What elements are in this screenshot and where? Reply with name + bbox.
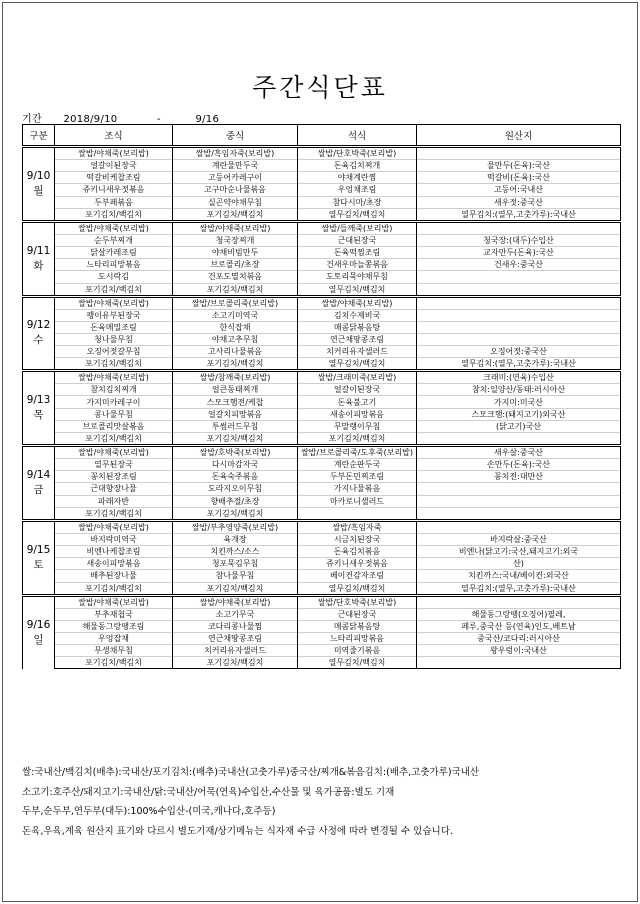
origin-cell: 떡갈비(돈육):국산 (417, 172, 621, 184)
menu-row (23, 507, 621, 520)
origin-cell: 바지락살:중국산 (417, 533, 621, 545)
dinner-cell: 열무김치/백김치 (298, 208, 417, 221)
menu-row (23, 346, 621, 358)
period-line (22, 110, 219, 125)
breakfast-cell: 쌀밥/야채죽(보리밥) (55, 371, 173, 384)
origin-cell (417, 309, 621, 321)
breakfast-cell: 쌀밥/야채죽(보리밥) (55, 147, 173, 160)
menu-row (23, 595, 621, 608)
period-dash: - (156, 114, 161, 125)
day-date: 9/12 (26, 319, 51, 332)
menu-row (23, 632, 621, 644)
lunch-cell: 육개장 (173, 533, 298, 545)
menu-row (23, 184, 621, 196)
breakfast-cell: 쌀밥/야채죽(보리밥) (55, 446, 173, 459)
breakfast-cell: 파래자반 (55, 495, 173, 507)
menu-row (23, 495, 621, 507)
lunch-cell: 고구마순나물볶음 (173, 184, 298, 196)
note-line: 돈육,우육,계육 원산지 표기와 다르시 별도기재/상기메뉴는 식자재 수급 사정에 따라 변경될 수 있습니다. (22, 825, 453, 837)
dinner-cell: 무말랭이무침 (298, 420, 417, 432)
menu-row (23, 208, 621, 221)
note-line: 두부,순두부,연두부(대두):100%수입산-(미국,캐나다,호주등) (22, 806, 276, 817)
menu-row (23, 420, 621, 432)
menu-row (23, 433, 621, 446)
breakfast-cell: 우엉잡채 (55, 632, 173, 644)
breakfast-cell: 가지미카레구이 (55, 396, 173, 408)
origin-cell (417, 147, 621, 160)
breakfast-cell: 떡갈비케찹조림 (55, 172, 173, 184)
lunch-cell: 청포묵김무침 (173, 558, 298, 570)
origin-cell (417, 657, 621, 669)
dinner-cell: 쌀밥/들깨죽(보리밥) (298, 221, 417, 234)
day-weekday: 금 (33, 483, 44, 496)
menu-row (23, 147, 621, 160)
lunch-cell: 포기김치/백김치 (173, 507, 298, 520)
lunch-cell: 얼갈치피망볶음 (173, 408, 298, 420)
day-cell (23, 221, 55, 296)
dinner-cell: 돈육김치볶음 (298, 545, 417, 557)
breakfast-cell: 콩나물무침 (55, 408, 173, 420)
day-weekday: 목 (33, 409, 44, 422)
menu-row (23, 371, 621, 384)
origin-cell: 손만두(돈육):국산 (417, 459, 621, 471)
dinner-cell: 열무김치/백김치 (298, 358, 417, 371)
dinner-cell: 쥬키니새우젓볶음 (298, 558, 417, 570)
dinner-cell: 쌀밥/크래미죽(보리밥) (298, 371, 417, 384)
breakfast-cell: 배추된장나물 (55, 570, 173, 582)
origin-cell (417, 271, 621, 283)
dinner-cell: 포기김치/백김치 (298, 433, 417, 446)
dinner-cell: 두부돈민찌조림 (298, 471, 417, 483)
breakfast-cell: 돈육메밀조림 (55, 321, 173, 333)
lunch-cell: 청국장찌개 (173, 234, 298, 246)
dinner-cell: 김치수제비국 (298, 309, 417, 321)
day-date: 9/16 (26, 618, 51, 631)
menu-row (23, 172, 621, 184)
dinner-cell: 매콤닭볶음탕 (298, 620, 417, 632)
origin-cell: 열무김치:(열무,고춧가루):국내산 (417, 582, 621, 595)
menu-row (23, 620, 621, 632)
lunch-cell: 고등어카레구이 (173, 172, 298, 184)
dinner-cell: 열무김치/백김치 (298, 283, 417, 296)
menu-row (23, 196, 621, 208)
breakfast-cell: 두부페볶음 (55, 196, 173, 208)
menu-row (23, 570, 621, 582)
lunch-cell: 한식잡채 (173, 321, 298, 333)
day-cell (23, 147, 55, 222)
origin-cell (417, 296, 621, 309)
lunch-cell: 연근채땅콩조림 (173, 632, 298, 644)
menu-row (23, 396, 621, 408)
lunch-cell: 포기김치/백김치 (173, 433, 298, 446)
dinner-cell: 매콤닭볶음탕 (298, 321, 417, 333)
origin-cell (417, 221, 621, 234)
origin-cell: 열무김치:(열무,고춧가루):국내산 (417, 358, 621, 371)
dinner-cell: 열무김치/백김치 (298, 657, 417, 669)
breakfast-cell: 꽁치된장조림 (55, 471, 173, 483)
period-label: 기간 (22, 114, 42, 125)
day-cell (23, 595, 55, 669)
origin-cell: 건새우:중국산 (417, 259, 621, 271)
origin-cell (417, 595, 621, 608)
origin-cell: 오징어젓:중국산 (417, 346, 621, 358)
day-cell (23, 296, 55, 371)
lunch-cell: 포기김치/백김치 (173, 657, 298, 669)
origin-cell: 가지미:미국산 (417, 396, 621, 408)
menu-row (23, 234, 621, 246)
header-dinner: 석식 (298, 125, 417, 147)
dinner-cell: 치커리유자샐러드 (298, 346, 417, 358)
lunch-cell: 소고기무국 (173, 608, 298, 620)
menu-row (23, 520, 621, 533)
origin-cell: 참치:일양산/동태:러시아산 (417, 384, 621, 396)
lunch-cell: 다시마감자국 (173, 459, 298, 471)
lunch-cell: 계란물만두국 (173, 160, 298, 172)
breakfast-cell: 느타리피망볶음 (55, 259, 173, 271)
dinner-cell: 마카로니샐러드 (298, 495, 417, 507)
menu-row (23, 545, 621, 557)
lunch-cell: 코다리콩나물찜 (173, 620, 298, 632)
menu-row (23, 533, 621, 545)
breakfast-cell: 포기김치/백김치 (55, 433, 173, 446)
dinner-cell: 돈육불고기 (298, 396, 417, 408)
origin-cell (417, 520, 621, 533)
breakfast-cell: 닭살카레조림 (55, 246, 173, 258)
breakfast-cell: 순두부찌개 (55, 234, 173, 246)
note-line: 쌀:국내산/백김치(배추):국내산/포기김치:(배추)국내산(고춧가루)중국산/찌개&볶음김치:(배추,고춧가루)국내산 (22, 767, 480, 778)
breakfast-cell: 팽이유부된장국 (55, 309, 173, 321)
dinner-cell: 얼갈이된장국 (298, 384, 417, 396)
dinner-cell: 시금치된장국 (298, 533, 417, 545)
breakfast-cell: 비엔나케찹조림 (55, 545, 173, 557)
dinner-cell: 가지나물볶음 (298, 483, 417, 495)
origin-cell: 중국산/코다리:러시아산 (417, 632, 621, 644)
lunch-cell: 소고기미역국 (173, 309, 298, 321)
menu-row (23, 283, 621, 296)
menu-row (23, 246, 621, 258)
breakfast-cell: 새송이피망볶음 (55, 558, 173, 570)
origin-cell: 고등어:국내산 (417, 184, 621, 196)
origin-cell (417, 507, 621, 520)
menu-row (23, 657, 621, 669)
day-weekday: 화 (33, 259, 44, 272)
header-lunch: 중식 (173, 125, 298, 147)
dinner-cell: 도토리묵야채무침 (298, 271, 417, 283)
dinner-cell: 건새우마늘쫑볶음 (298, 259, 417, 271)
breakfast-cell: 부추재첩국 (55, 608, 173, 620)
menu-row (23, 384, 621, 396)
dinner-cell: 쌀밥/흑임자죽 (298, 520, 417, 533)
menu-row (23, 446, 621, 459)
lunch-cell: 쌀밥/흑임자죽(보리밥) (173, 147, 298, 160)
lunch-cell: 얼큰동태찌개 (173, 384, 298, 396)
breakfast-cell: 포기김치/백김치 (55, 358, 173, 371)
lunch-cell: 쌀밥/야채죽(보리밥) (173, 595, 298, 608)
lunch-cell: 포기김치/백김치 (173, 283, 298, 296)
origin-cell: 청국장:(대두)수입산 (417, 234, 621, 246)
dinner-cell: 새송이피망볶음 (298, 408, 417, 420)
page-title: 주간식단표 (252, 73, 388, 102)
origin-cell: 비엔나(닭고기:국산,돼지고기:외국 (417, 545, 621, 557)
lunch-cell: 쌀밥/브로콜리죽(보리밥) (173, 296, 298, 309)
lunch-cell: 스모크햄전/케찹 (173, 396, 298, 408)
lunch-cell: 도라지오이무침 (173, 483, 298, 495)
day-weekday: 일 (33, 633, 44, 646)
dinner-cell: 쌀밥/단호박죽(보리밥) (298, 147, 417, 160)
menu-row (23, 408, 621, 420)
lunch-cell: 돈육숙주볶음 (173, 471, 298, 483)
menu-row (23, 309, 621, 321)
lunch-cell: 쌀밥/부추영양죽(보리밥) (173, 520, 298, 533)
dinner-cell: 계란순판두국 (298, 459, 417, 471)
dinner-cell: 참다시마/초장 (298, 196, 417, 208)
lunch-cell: 건포도멸치볶음 (173, 271, 298, 283)
origin-cell: 꽁치전:대만산 (417, 471, 621, 483)
dinner-cell: 미역줄기볶음 (298, 645, 417, 657)
lunch-cell: 쌀밥/참깨죽(보리밥) (173, 371, 298, 384)
menu-row (23, 558, 621, 570)
origin-cell: 산) (417, 558, 621, 570)
dinner-cell: 쌀밥/단호박죽(보리밥) (298, 595, 417, 608)
origin-cell: 물만두(돈육):국산 (417, 160, 621, 172)
dinner-cell: 느타리피망볶음 (298, 632, 417, 644)
breakfast-cell: 도시락김 (55, 271, 173, 283)
menu-row (23, 582, 621, 595)
menu-row (23, 296, 621, 309)
origin-cell (417, 495, 621, 507)
lunch-cell: 야채고추무침 (173, 333, 298, 345)
breakfast-cell: 포기김치/백김치 (55, 283, 173, 296)
day-weekday: 토 (33, 558, 44, 571)
origin-cell: 새우살:중국산 (417, 446, 621, 459)
lunch-cell: 치커리유자샐러드 (173, 645, 298, 657)
day-cell (23, 446, 55, 521)
lunch-cell: 실곤약야채무침 (173, 196, 298, 208)
menu-row (23, 321, 621, 333)
lunch-cell: 포기김치/백김치 (173, 208, 298, 221)
menu-row (23, 459, 621, 471)
day-date: 9/13 (26, 394, 51, 407)
breakfast-cell: 근대향장나물 (55, 483, 173, 495)
breakfast-cell: 청나물무침 (55, 333, 173, 345)
header-row (23, 125, 621, 147)
notes (22, 763, 622, 841)
lunch-cell: 투썸러드무침 (173, 420, 298, 432)
origin-cell (417, 433, 621, 446)
origin-cell: 치킨까스:국내/베이컨:외국산 (417, 570, 621, 582)
lunch-cell: 포기김치/백김치 (173, 358, 298, 371)
breakfast-cell: 해물동그랑땡조림 (55, 620, 173, 632)
lunch-cell: 쌀밥/야채죽(보리밥) (173, 221, 298, 234)
origin-cell: 열무김치:(열무,고춧가루):국내산 (417, 208, 621, 221)
day-date: 9/11 (26, 244, 51, 257)
header-origin: 원산지 (417, 125, 621, 147)
origin-cell: 페루,중국산 등(연육)인도,베트남 (417, 620, 621, 632)
lunch-cell: 치킨까스/소스 (173, 545, 298, 557)
breakfast-cell: 쌀밥/야채죽(보리밥) (55, 520, 173, 533)
origin-cell: 왕우렁이:국내산 (417, 645, 621, 657)
origin-cell (417, 283, 621, 296)
dinner-cell: 베이컨감자조림 (298, 570, 417, 582)
dinner-cell: 우엉채조림 (298, 184, 417, 196)
dinner-cell: 돈육김치찌개 (298, 160, 417, 172)
menu-row (23, 483, 621, 495)
menu-row (23, 471, 621, 483)
menu-row (23, 221, 621, 234)
period-from: 2018/9/10 (63, 114, 118, 125)
dinner-cell: 근대된장국 (298, 234, 417, 246)
menu-row (23, 645, 621, 657)
breakfast-cell: 오징어젓갈무침 (55, 346, 173, 358)
dinner-cell: 연근채땅콩조림 (298, 333, 417, 345)
breakfast-cell: 참치김치찌개 (55, 384, 173, 396)
day-weekday: 수 (33, 334, 44, 347)
origin-cell: 크래미:(연육)수입산 (417, 371, 621, 384)
dinner-cell: 쌀밥/브로콜리죽/도후죽(보리밥) (298, 446, 417, 459)
day-date: 9/14 (26, 468, 51, 481)
breakfast-cell: 포기김치/백김치 (55, 507, 173, 520)
dinner-cell: 쌀밥/야채죽(보리밥) (298, 296, 417, 309)
lunch-cell: 참나물무침 (173, 570, 298, 582)
lunch-cell: 향배추절/초장 (173, 495, 298, 507)
breakfast-cell: 쌀밥/야채죽(보리밥) (55, 595, 173, 608)
origin-cell: 스모크햄:(돼지고기)외국산 (417, 408, 621, 420)
day-cell (23, 520, 55, 595)
origin-cell: 새우젓:중국산 (417, 196, 621, 208)
breakfast-cell: 얼갈이된장국 (55, 160, 173, 172)
dinner-cell: 돈육떡찜조림 (298, 246, 417, 258)
header-category: 구분 (23, 125, 55, 147)
dinner-cell (298, 507, 417, 520)
breakfast-cell: 무생채무침 (55, 645, 173, 657)
lunch-cell: 야채비빔만두 (173, 246, 298, 258)
breakfast-cell: 포기김치/백김치 (55, 582, 173, 595)
origin-cell (417, 333, 621, 345)
dinner-cell: 열무김치/백김치 (298, 582, 417, 595)
menu-row (23, 333, 621, 345)
breakfast-cell: 포기김치/백김치 (55, 657, 173, 669)
origin-cell: 교자만두(돈육):국산 (417, 246, 621, 258)
menu-row (23, 160, 621, 172)
day-date: 9/15 (26, 543, 51, 556)
day-date: 9/10 (26, 169, 51, 182)
note-line: 소고기:호주산/돼지고기:국내산/닭:국내산/어묵(연육)수입산,수산물 및 육가공품:별도 기재 (22, 786, 395, 798)
menu-row (23, 259, 621, 271)
weekly-menu-table (22, 124, 621, 669)
origin-cell: 해물동그랑땡(오징어)필레, (417, 608, 621, 620)
origin-cell (417, 483, 621, 495)
breakfast-cell: 열무된장국 (55, 459, 173, 471)
dinner-cell: 근대된장국 (298, 608, 417, 620)
menu-row (23, 271, 621, 283)
origin-cell (417, 321, 621, 333)
dinner-cell: 야채계란찜 (298, 172, 417, 184)
breakfast-cell: 브로콜리맛살볶음 (55, 420, 173, 432)
period-to: 9/16 (195, 114, 220, 125)
origin-cell: (닭고기)국산 (417, 420, 621, 432)
breakfast-cell: 쌀밥/야채죽(보리밥) (55, 296, 173, 309)
day-cell (23, 371, 55, 446)
menu-row (23, 358, 621, 371)
day-weekday: 월 (33, 184, 44, 197)
breakfast-cell: 포기김치/백김치 (55, 208, 173, 221)
breakfast-cell: 쥬키니새우젓볶음 (55, 184, 173, 196)
breakfast-cell: 바지락미역국 (55, 533, 173, 545)
lunch-cell: 고사리나물볶음 (173, 346, 298, 358)
header-breakfast: 조식 (55, 125, 173, 147)
lunch-cell: 쌀밥/호박죽(보리밥) (173, 446, 298, 459)
lunch-cell: 포기김치/백김치 (173, 582, 298, 595)
lunch-cell: 브로콜리/초장 (173, 259, 298, 271)
breakfast-cell: 쌀밥/야채죽(보리밥) (55, 221, 173, 234)
menu-row (23, 608, 621, 620)
